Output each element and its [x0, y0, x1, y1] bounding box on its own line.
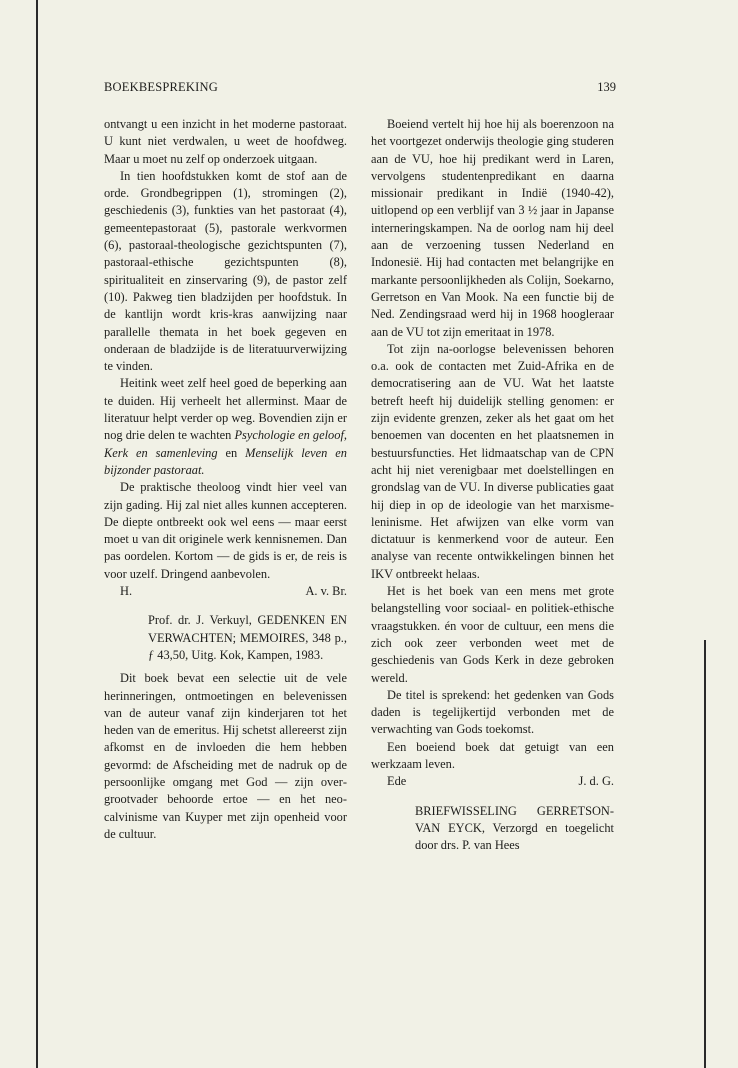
signature-place: H.: [120, 584, 133, 599]
paragraph: Tot zijn na-oorlogse belevenissen behoren o.a. ook de contacten met Zuid-Afrika en de democratisering aan de VU. Wat het laatste betreft heeft hij duidelijk stelling genomen: er zijn evidente grenzen, zeker als het gaat om het benoemen van docenten en het plaatsnemen in bestuursfuncties. Het lidmaatschap van de CPN acht hij niet verenigbaar met doelstellingen en grondslag van de VU. In diverse publicaties gaat hij diep in op de ideologie van het marxisme-leninisme. Het afwijzen van elke vorm van dictatuur is kenmerkend voor de auteur. Een analyse van recente ontwikkelingen binnen het IKV ontbreekt helaas.: [371, 341, 614, 581]
page-edge-right: [704, 640, 706, 1068]
review-signature: [104, 583, 347, 600]
conjunction: en: [225, 445, 238, 460]
paragraph: Een boeiend boek dat getuigt van een werkzaam leven.: [371, 739, 614, 771]
paragraph: In tien hoofdstukken komt de stof aan de orde. Grondbegrippen (1), stromingen (2), geschiedenis (3), funkties van het pastoraat (4), gemeentepastoraat (5), pastorale werkvormen (6), pastoraal-theologische gezichtspunten (7), pastoraal-ethische gezichtspunten (8), spiritualiteit en zinservaring (9), de pastor zelf (10). Pakweg tien bladzijden per hoofdstuk. In de kantlijn wordt kris-kras aanwijzing naar parallelle themata in het boek gegeven en onderaan de bladzijde is de literatuurverwijzing te vinden.: [104, 168, 347, 374]
running-header: [104, 80, 616, 100]
page-number: 139: [597, 80, 616, 94]
signature-initials: A. v. Br.: [305, 584, 347, 599]
paragraph: De praktische theoloog vindt hier veel van zijn gading. Hij zal niet alles kunnen accepteren. De diepte ontbreekt ook wel eens — maar eerst moet u van dit originele werk kennisnemen. Dan pas oordelen. Kortom — de gids is er, de reis is voor uzelf. Dringend aanbevolen.: [104, 480, 347, 581]
section-title: BOEKBESPREKING: [104, 80, 218, 94]
review-signature: [371, 773, 614, 790]
paragraph: [104, 375, 347, 479]
paragraph: ontvangt u een inzicht in het moderne pastoraat. U kunt niet verdwalen, u weet de hoofdweg. Maar u moet nu zelf op onderzoek uitgaan.: [104, 117, 347, 166]
right-column: [371, 116, 614, 860]
paragraph: Boeiend vertelt hij hoe hij als boerenzoon na het voortgezet onderwijs theologie ging studeren aan de VU, hoe hij predikant werd in Laren, vervolgens studentenpredikant en daarna missionair predikant in Indië (1940-42), uitlopend op een verblijf van 3 ½ jaar in Japanse interneringskampen. Na de oorlog nam hij deel aan de verzoening tussen Nederland en Indonesië. Hij had contacten met belangrijke en markante persoonlijkheden als Colijn, Soekarno, Gerretson en Van Mook. Na een functie bij de Ned. Zendingsraad werd hij in 1968 hoogleraar aan de VU tot zijn emeritaat in 1978.: [371, 117, 614, 339]
paragraph-text: Heitink weet zelf heel goed de beperking aan te duiden. Hij verheelt het allerminst. Maar de literatuur helpt verder op weg. Bovendien zijn er nog drie delen te wachten: [104, 376, 347, 443]
review-heading: BRIEFWISSELING GERRETSON-VAN EYCK, Verzorgd en toegelicht door drs. P. van Hees: [415, 803, 614, 853]
signature-initials: J. d. G.: [578, 774, 614, 789]
book-title-italic: Psychologie en geloof, Kerk en samenleving: [104, 428, 347, 460]
left-column: [104, 116, 347, 843]
signature-place: Ede: [387, 774, 407, 789]
book-title-italic: Menselijk leven en bijzonder pastoraat.: [104, 445, 347, 477]
paragraph: Het is het boek van een mens met grote belangstelling voor sociaal- en politiek-ethische vraagstukken. én voor de cultuur, een mens die zich ook zeer verbonden weet met de geschiedenis van Gods Kerk in deze gebroken wereld.: [371, 584, 614, 685]
review-heading: Prof. dr. J. Verkuyl, GEDENKEN EN VERWACHTEN; MEMOIRES, 348 p., ƒ 43,50, Uitg. Kok, Kampen, 1983.: [148, 613, 347, 662]
page-edge-left: [36, 0, 38, 1068]
paragraph: Dit boek bevat een selectie uit de vele herinneringen, ontmoetingen en belevenissen van de auteur vanaf zijn kinderjaren tot het heden van de emeritus. Hij schetst allereerst zijn afkomst en de invloeden die hem hebben gevormd: de Afscheiding met de nadruk op de persoonlijke omgang met God — zijn overgrootvader behoorde ertoe — en het neo-calvinisme van Kuyper met zijn openheid voor de cultuur.: [104, 671, 347, 841]
paragraph: De titel is sprekend: het gedenken van Gods daden is tegelijkertijd verbonden met de verwachting van Gods toekomst.: [371, 687, 614, 737]
